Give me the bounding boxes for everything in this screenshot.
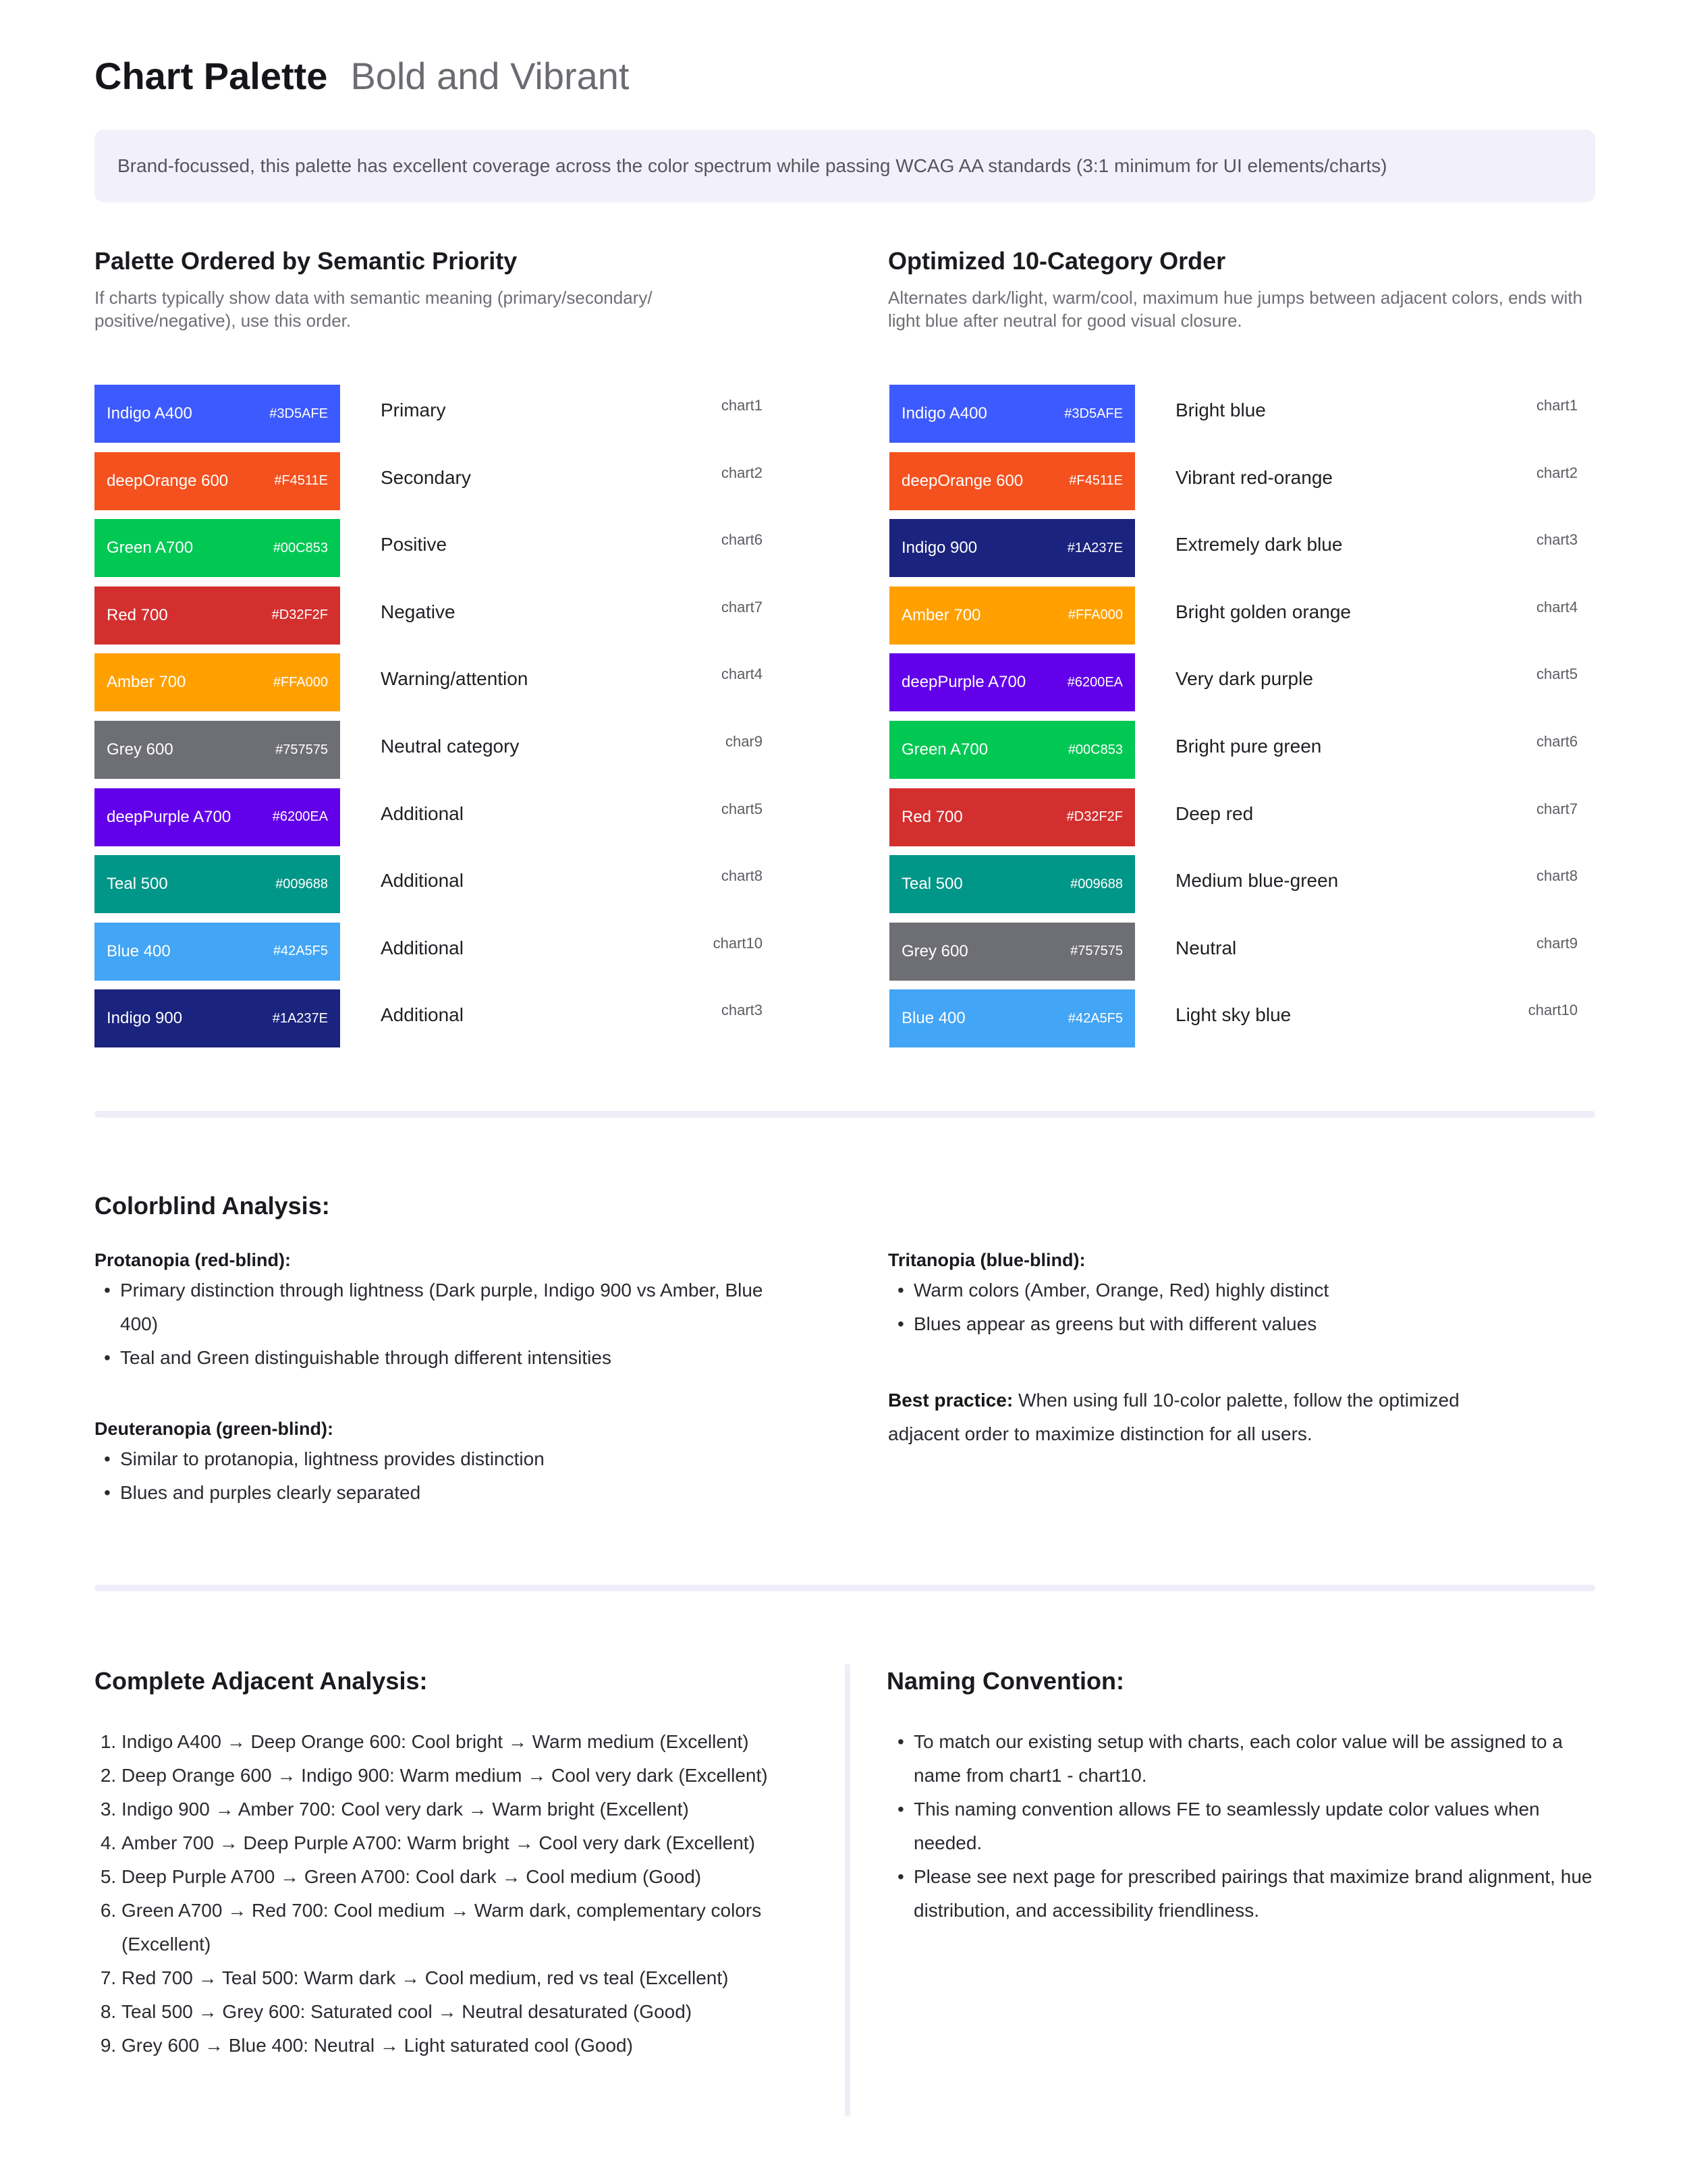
semantic-description: If charts typically show data with semantic meaning (primary/secondary/ positive/negative), use this order. (94, 288, 653, 331)
swatch-name: Indigo A400 (107, 404, 192, 422)
color-role: Additional (381, 1004, 464, 1026)
chart-key: chart3 (1536, 531, 1578, 549)
color-swatch (94, 385, 340, 443)
semantic-heading: Palette Ordered by Semantic Priority (94, 247, 518, 275)
swatch-name: Indigo 900 (107, 1009, 183, 1028)
swatch-name: Teal 500 (107, 875, 168, 894)
color-role: Neutral (1176, 937, 1237, 958)
adjacent-list (94, 1725, 837, 2063)
chart-key: chart2 (1536, 464, 1578, 481)
protanopia-title: Protanopia (red-blind): (94, 1250, 291, 1270)
swatch-hex: #009688 (1070, 876, 1123, 892)
swatch-name: deepOrange 600 (902, 471, 1024, 490)
color-role: Neutral category (381, 736, 520, 757)
palette-row (889, 788, 1591, 846)
swatch-name: Grey 600 (107, 740, 173, 759)
color-role: Vibrant red-orange (1176, 466, 1333, 488)
list-item: • Please see next page for prescribed pairings that maximize brand alignment, hue distribution, and accessibility friendliness. (888, 1860, 1603, 1928)
palette-row (94, 923, 769, 981)
best-practice (888, 1384, 1509, 1451)
color-swatch (889, 788, 1135, 846)
color-role: Additional (381, 937, 464, 958)
color-role: Extremely dark blue (1176, 534, 1343, 555)
swatch-hex: #FFA000 (1068, 607, 1123, 623)
color-swatch (889, 855, 1135, 913)
tritanopia-list (888, 1274, 1597, 1341)
chart-key: chart5 (721, 800, 763, 817)
palette-row (889, 385, 1591, 443)
list-item: 7. Red 700 → Teal 500: Warm dark → Cool medium, red vs teal (Excellent) (121, 1961, 837, 1995)
color-swatch (94, 788, 340, 846)
tritanopia-block (888, 1250, 1597, 1341)
list-item: 6. Green A700 → Red 700: Cool medium → Warm dark, complementary colors (Excellent) (121, 1894, 837, 1961)
color-swatch (889, 452, 1135, 510)
chart-key: chart6 (1536, 733, 1578, 750)
palette-row (94, 385, 769, 443)
swatch-name: Green A700 (902, 740, 989, 759)
palette-row (889, 923, 1591, 981)
color-swatch (94, 721, 340, 779)
palette-row (889, 586, 1591, 645)
list-item: 3. Indigo 900 → Amber 700: Cool very dark → Warm bright (Excellent) (121, 1793, 837, 1826)
color-swatch (94, 653, 340, 711)
palette-row (889, 452, 1591, 510)
swatch-name: Blue 400 (902, 1009, 966, 1028)
palette-row (889, 721, 1591, 779)
list-item: • Primary distinction through lightness (Dark purple, Indigo 900 vs Amber, Blue 400) (94, 1274, 776, 1341)
protanopia-list (94, 1274, 776, 1375)
color-swatch (889, 923, 1135, 981)
palette-row (94, 788, 769, 846)
color-role: Additional (381, 802, 464, 824)
swatch-hex: #42A5F5 (1068, 1010, 1123, 1026)
swatch-hex: #009688 (275, 876, 328, 892)
list-item: • Blues appear as greens but with different values (888, 1307, 1597, 1341)
naming-list (888, 1725, 1603, 1928)
color-swatch (889, 721, 1135, 779)
column-divider (845, 1664, 850, 2117)
list-item: • To match our existing setup with charts, each color value will be assigned to a name from chart1 - chart10. (888, 1725, 1603, 1793)
page-header (94, 54, 630, 98)
colorblind-heading: Colorblind Analysis: (94, 1192, 330, 1220)
chart-key: chart2 (721, 464, 763, 481)
swatch-hex: #757575 (275, 742, 328, 757)
color-role: Bright blue (1176, 400, 1266, 420)
swatch-name: Blue 400 (107, 941, 171, 960)
color-swatch (94, 586, 340, 645)
swatch-hex: #FFA000 (273, 674, 328, 690)
palette-row (94, 586, 769, 645)
chart-key: chart8 (721, 867, 763, 885)
chart-key: chart9 (1536, 934, 1578, 952)
chart-key: chart5 (1536, 665, 1578, 683)
swatch-hex: #3D5AFE (269, 406, 328, 421)
color-role: Very dark purple (1176, 668, 1313, 690)
color-swatch (94, 452, 340, 510)
color-role: Light sky blue (1176, 1004, 1292, 1026)
color-role: Primary (381, 400, 446, 420)
swatch-hex: #1A237E (1067, 540, 1123, 555)
chart-key: chart10 (713, 934, 763, 952)
chart-key: chart4 (721, 665, 763, 683)
swatch-hex: #F4511E (1069, 473, 1123, 489)
naming-heading: Naming Convention: (887, 1667, 1124, 1695)
swatch-hex: #6200EA (1067, 674, 1123, 690)
chart-key: chart3 (721, 1002, 763, 1019)
swatch-name: deepPurple A700 (107, 807, 231, 826)
list-item: 1. Indigo A400 → Deep Orange 600: Cool bright → Warm medium (Excellent) (121, 1725, 837, 1759)
color-role: Warning/attention (381, 668, 528, 690)
best-practice-label: Best practice: (888, 1390, 1014, 1411)
palette-row (889, 989, 1591, 1047)
color-swatch (889, 519, 1135, 577)
section-divider (94, 1111, 1595, 1118)
swatch-hex: #00C853 (1068, 742, 1123, 757)
list-item: 4. Amber 700 → Deep Purple A700: Warm bright → Cool very dark (Excellent) (121, 1826, 837, 1860)
intro-banner (94, 130, 1595, 202)
swatch-hex: #757575 (1070, 944, 1123, 959)
deuteranopia-block (94, 1419, 776, 1510)
color-role: Secondary (381, 466, 471, 488)
chart-key: chart10 (1528, 1002, 1578, 1019)
color-swatch (889, 586, 1135, 645)
color-swatch (889, 653, 1135, 711)
tritanopia-title: Tritanopia (blue-blind): (888, 1250, 1086, 1270)
palette-row (94, 653, 769, 711)
swatch-name: Red 700 (902, 807, 963, 826)
list-item: • Teal and Green distinguishable through different intensities (94, 1341, 776, 1375)
color-role: Additional (381, 870, 464, 892)
swatch-hex: #F4511E (274, 473, 328, 489)
color-swatch (94, 989, 340, 1047)
color-swatch (889, 989, 1135, 1047)
color-role: Deep red (1176, 802, 1254, 824)
list-item: 5. Deep Purple A700 → Green A700: Cool dark → Cool medium (Good) (121, 1860, 837, 1894)
color-role: Bright pure green (1176, 736, 1322, 757)
palette-row (889, 855, 1591, 913)
protanopia-block (94, 1250, 776, 1375)
swatch-hex: #42A5F5 (273, 944, 328, 959)
swatch-name: Green A700 (107, 539, 194, 557)
swatch-name: Grey 600 (902, 941, 968, 960)
palette-row (94, 519, 769, 577)
swatch-hex: #00C853 (273, 540, 328, 555)
palette-row (94, 452, 769, 510)
chart-key: chart8 (1536, 867, 1578, 885)
swatch-hex: #1A237E (272, 1010, 328, 1026)
color-role: Positive (381, 534, 447, 555)
swatch-hex: #D32F2F (1066, 809, 1123, 825)
chart-key: chart1 (1536, 397, 1578, 414)
palette-row (94, 989, 769, 1047)
chart-key: chart7 (1536, 800, 1578, 817)
color-swatch (94, 519, 340, 577)
adjacent-heading: Complete Adjacent Analysis: (94, 1667, 428, 1695)
swatch-name: Indigo A400 (902, 404, 987, 422)
list-item: 8. Teal 500 → Grey 600: Saturated cool → Neutral desaturated (Good) (121, 1995, 837, 2029)
list-item: 9. Grey 600 → Blue 400: Neutral → Light saturated cool (Good) (121, 2029, 837, 2063)
chart-key: char9 (725, 733, 763, 750)
swatch-hex: #3D5AFE (1064, 406, 1123, 421)
swatch-name: Amber 700 (107, 673, 186, 692)
list-item: • Blues and purples clearly separated (94, 1476, 776, 1510)
swatch-name: deepOrange 600 (107, 471, 229, 490)
swatch-name: deepPurple A700 (902, 673, 1026, 692)
chart-key: chart4 (1536, 598, 1578, 616)
swatch-name: Teal 500 (902, 875, 963, 894)
list-item: • This naming convention allows FE to seamlessly update color values when needed. (888, 1793, 1603, 1860)
color-role: Medium blue-green (1176, 870, 1339, 892)
palette-row (94, 855, 769, 913)
palette-row (889, 519, 1591, 577)
swatch-hex: #D32F2F (271, 607, 328, 623)
intro-text: Brand-focussed, this palette has excellent coverage across the color spectrum while passing WCAG AA standards (3:1 minimum for UI elements/charts) (117, 155, 1387, 176)
palette-row (889, 653, 1591, 711)
chart-key: chart6 (721, 531, 763, 549)
optimized-description: Alternates dark/light, warm/cool, maximum hue jumps between adjacent colors, ends with light blue after neutral for good visual closure. (888, 288, 1582, 331)
chart-key: chart1 (721, 397, 763, 414)
color-role: Negative (381, 601, 455, 622)
page-title: Chart Palette (94, 55, 328, 97)
swatch-name: Red 700 (107, 605, 168, 624)
list-item: • Similar to protanopia, lightness provides distinction (94, 1442, 776, 1476)
best-practice-text: When using full 10-color palette, follow the optimized adjacent order to maximize distinction for all users. (888, 1390, 1460, 1444)
list-item: • Warm colors (Amber, Orange, Red) highly distinct (888, 1274, 1597, 1307)
palette-row (94, 721, 769, 779)
color-swatch (889, 385, 1135, 443)
list-item: 2. Deep Orange 600 → Indigo 900: Warm medium → Cool very dark (Excellent) (121, 1759, 837, 1793)
swatch-name: Amber 700 (902, 605, 981, 624)
color-role: Bright golden orange (1176, 601, 1351, 622)
deuteranopia-list (94, 1442, 776, 1510)
color-swatch (94, 923, 340, 981)
deuteranopia-title: Deuteranopia (green-blind): (94, 1419, 334, 1439)
swatch-hex: #6200EA (272, 809, 328, 825)
section-divider (94, 1585, 1595, 1591)
chart-key: chart7 (721, 598, 763, 616)
color-swatch (94, 855, 340, 913)
page-subtitle: Bold and Vibrant (350, 55, 630, 97)
optimized-heading: Optimized 10-Category Order (888, 247, 1226, 275)
swatch-name: Indigo 900 (902, 539, 978, 557)
